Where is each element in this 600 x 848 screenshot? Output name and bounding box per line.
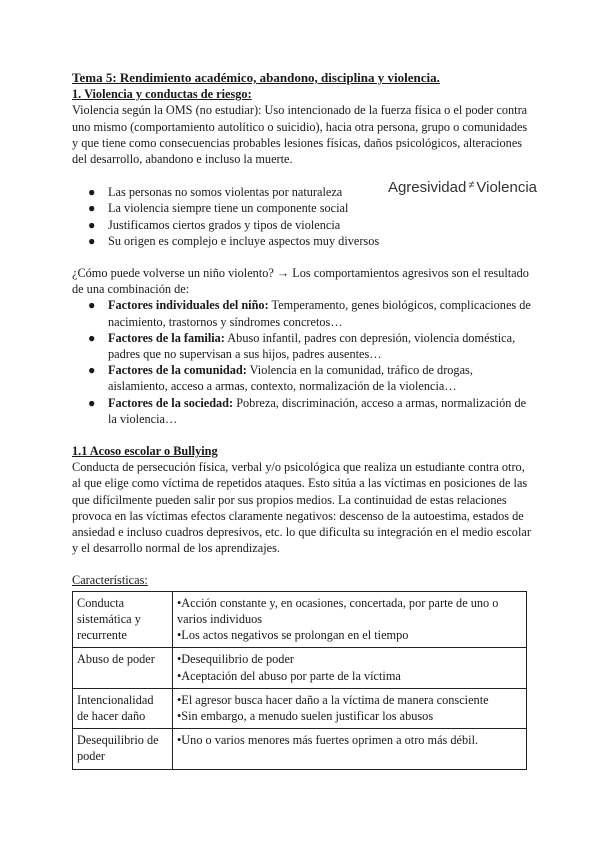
bullet-icon: ● — [88, 217, 96, 232]
factor-text: Temperamento, genes biológicos, complicaciones de nacimiento, trastornos y síndromes concretos… — [108, 298, 531, 329]
factor-text: Abuso infantil, padres con depresión, violencia doméstica, padres que no supervisan a sus hijos, padres ausentes… — [108, 330, 516, 362]
section-1-heading: 1. Violencia y conductas de riesgo: — [72, 87, 252, 102]
table-cell-desc — [173, 648, 527, 688]
table-cell-desc — [173, 591, 527, 648]
note-right: Violencia — [476, 179, 537, 197]
factor-label: Factores de la comunidad: — [108, 363, 247, 378]
aggressiveness-note — [388, 180, 537, 197]
factor-label: Factores de la familia: — [108, 330, 225, 345]
bullet-icon: ● — [88, 395, 96, 410]
table-cell-desc — [173, 688, 527, 728]
section-1-intro: Violencia según la OMS (no estudiar): Uso intencionado de la fuerza física o el poder contra uno mismo (comportamiento autolítico o suicidio), hacia otra persona, grupo o comunidades y que tiene como consecuencias probables lesiones físicas, daños psicológicos, alteraciones del desarrollo, abandono e incluso la muerte. — [72, 103, 528, 167]
list-item — [88, 395, 532, 427]
table-cell-name: Conducta sistemática y recurrente — [73, 591, 173, 648]
not-equal-icon: ≠ — [468, 179, 475, 192]
factor-text: Pobreza, discriminación, acceso a armas, normalización de la violencia… — [108, 395, 527, 426]
list-item — [88, 200, 532, 216]
question-text: ¿Cómo puede volverse un niño violento? → Los comportamientos agresivos son el resultado de una combinación de: — [72, 266, 529, 297]
factors-list — [72, 297, 532, 427]
table-cell-name: Intencionalidad de hacer daño — [73, 688, 173, 728]
table-row — [73, 591, 527, 648]
bullet-icon: ● — [88, 233, 96, 248]
section-1-1-text: Conducta de persecución física, verbal y/o psicológica que realiza un estudiante contra otro, al que elige como víctima de repetidos ataques. Esto sitúa a las víctimas en posiciones de las que difícilmente pueden salir por sus propios medios. La continuidad de estas relaciones provoca en las víctimas efectos claramente negativos: descenso de la autoestima, estados de ansiedad e incluso cuadros depresivos, etc. lo que dificulta su integración en el medio escolar y el desarrollo normal de los aprendizajes. — [72, 460, 531, 556]
list-item — [88, 362, 532, 394]
list-item — [88, 233, 532, 249]
list-item — [88, 330, 532, 362]
cell-line: •Sin embargo, a menudo suelen justificar los abusos — [177, 708, 434, 723]
table-row — [73, 729, 527, 769]
page-title: Tema 5: Rendimiento académico, abandono, disciplina y violencia. — [72, 70, 440, 85]
bullet-icon: ● — [88, 185, 96, 200]
cell-line: •Aceptación del abuso por parte de la víctima — [177, 668, 401, 683]
bullet-icon: ● — [88, 201, 96, 216]
list-item-text: Justificamos ciertos grados y tipos de violencia — [108, 217, 341, 232]
section-1-1-heading: 1.1 Acoso escolar o Bullying — [72, 444, 218, 459]
factor-label: Factores individuales del niño: — [108, 298, 269, 313]
cell-line: •Desequilibrio de poder — [177, 652, 294, 667]
bullets-block — [72, 179, 537, 249]
list-item — [88, 217, 532, 233]
cell-line: •Acción constante y, en ocasiones, concertada, por parte de uno o varios individuos — [177, 595, 499, 626]
cell-line: •Los actos negativos se prolongan en el tiempo — [177, 628, 409, 643]
table-cell-name: Desequilibrio de poder — [73, 729, 173, 769]
note-left: Agresividad — [387, 179, 467, 197]
cell-line: •El agresor busca hacer daño a la víctima de manera consciente — [177, 692, 489, 707]
bullet-icon: ● — [88, 330, 96, 345]
list-item-text: Su origen es complejo e incluye aspectos muy diversos — [108, 233, 380, 248]
document-page — [72, 70, 537, 770]
table-cell-name: Abuso de poder — [73, 648, 173, 688]
list-item — [88, 297, 532, 329]
list-item-text: Las personas no somos violentas por naturaleza — [108, 185, 343, 200]
characteristics-table — [72, 591, 527, 770]
bullet-icon: ● — [88, 363, 96, 378]
list-item-text: La violencia siempre tiene un componente social — [108, 201, 349, 216]
factor-text: Violencia en la comunidad, tráfico de drogas, aislamiento, acceso a armas, contexto, normalización de la violencia… — [108, 363, 473, 394]
table-row — [73, 688, 527, 728]
table-cell-desc — [173, 729, 527, 769]
characteristics-label: Características: — [72, 573, 148, 588]
cell-line: •Uno o varios menores más fuertes oprimen a otro más débil. — [177, 733, 479, 748]
factor-label: Factores de la sociedad: — [108, 395, 234, 410]
table-row — [73, 648, 527, 688]
bullet-icon: ● — [88, 298, 96, 313]
